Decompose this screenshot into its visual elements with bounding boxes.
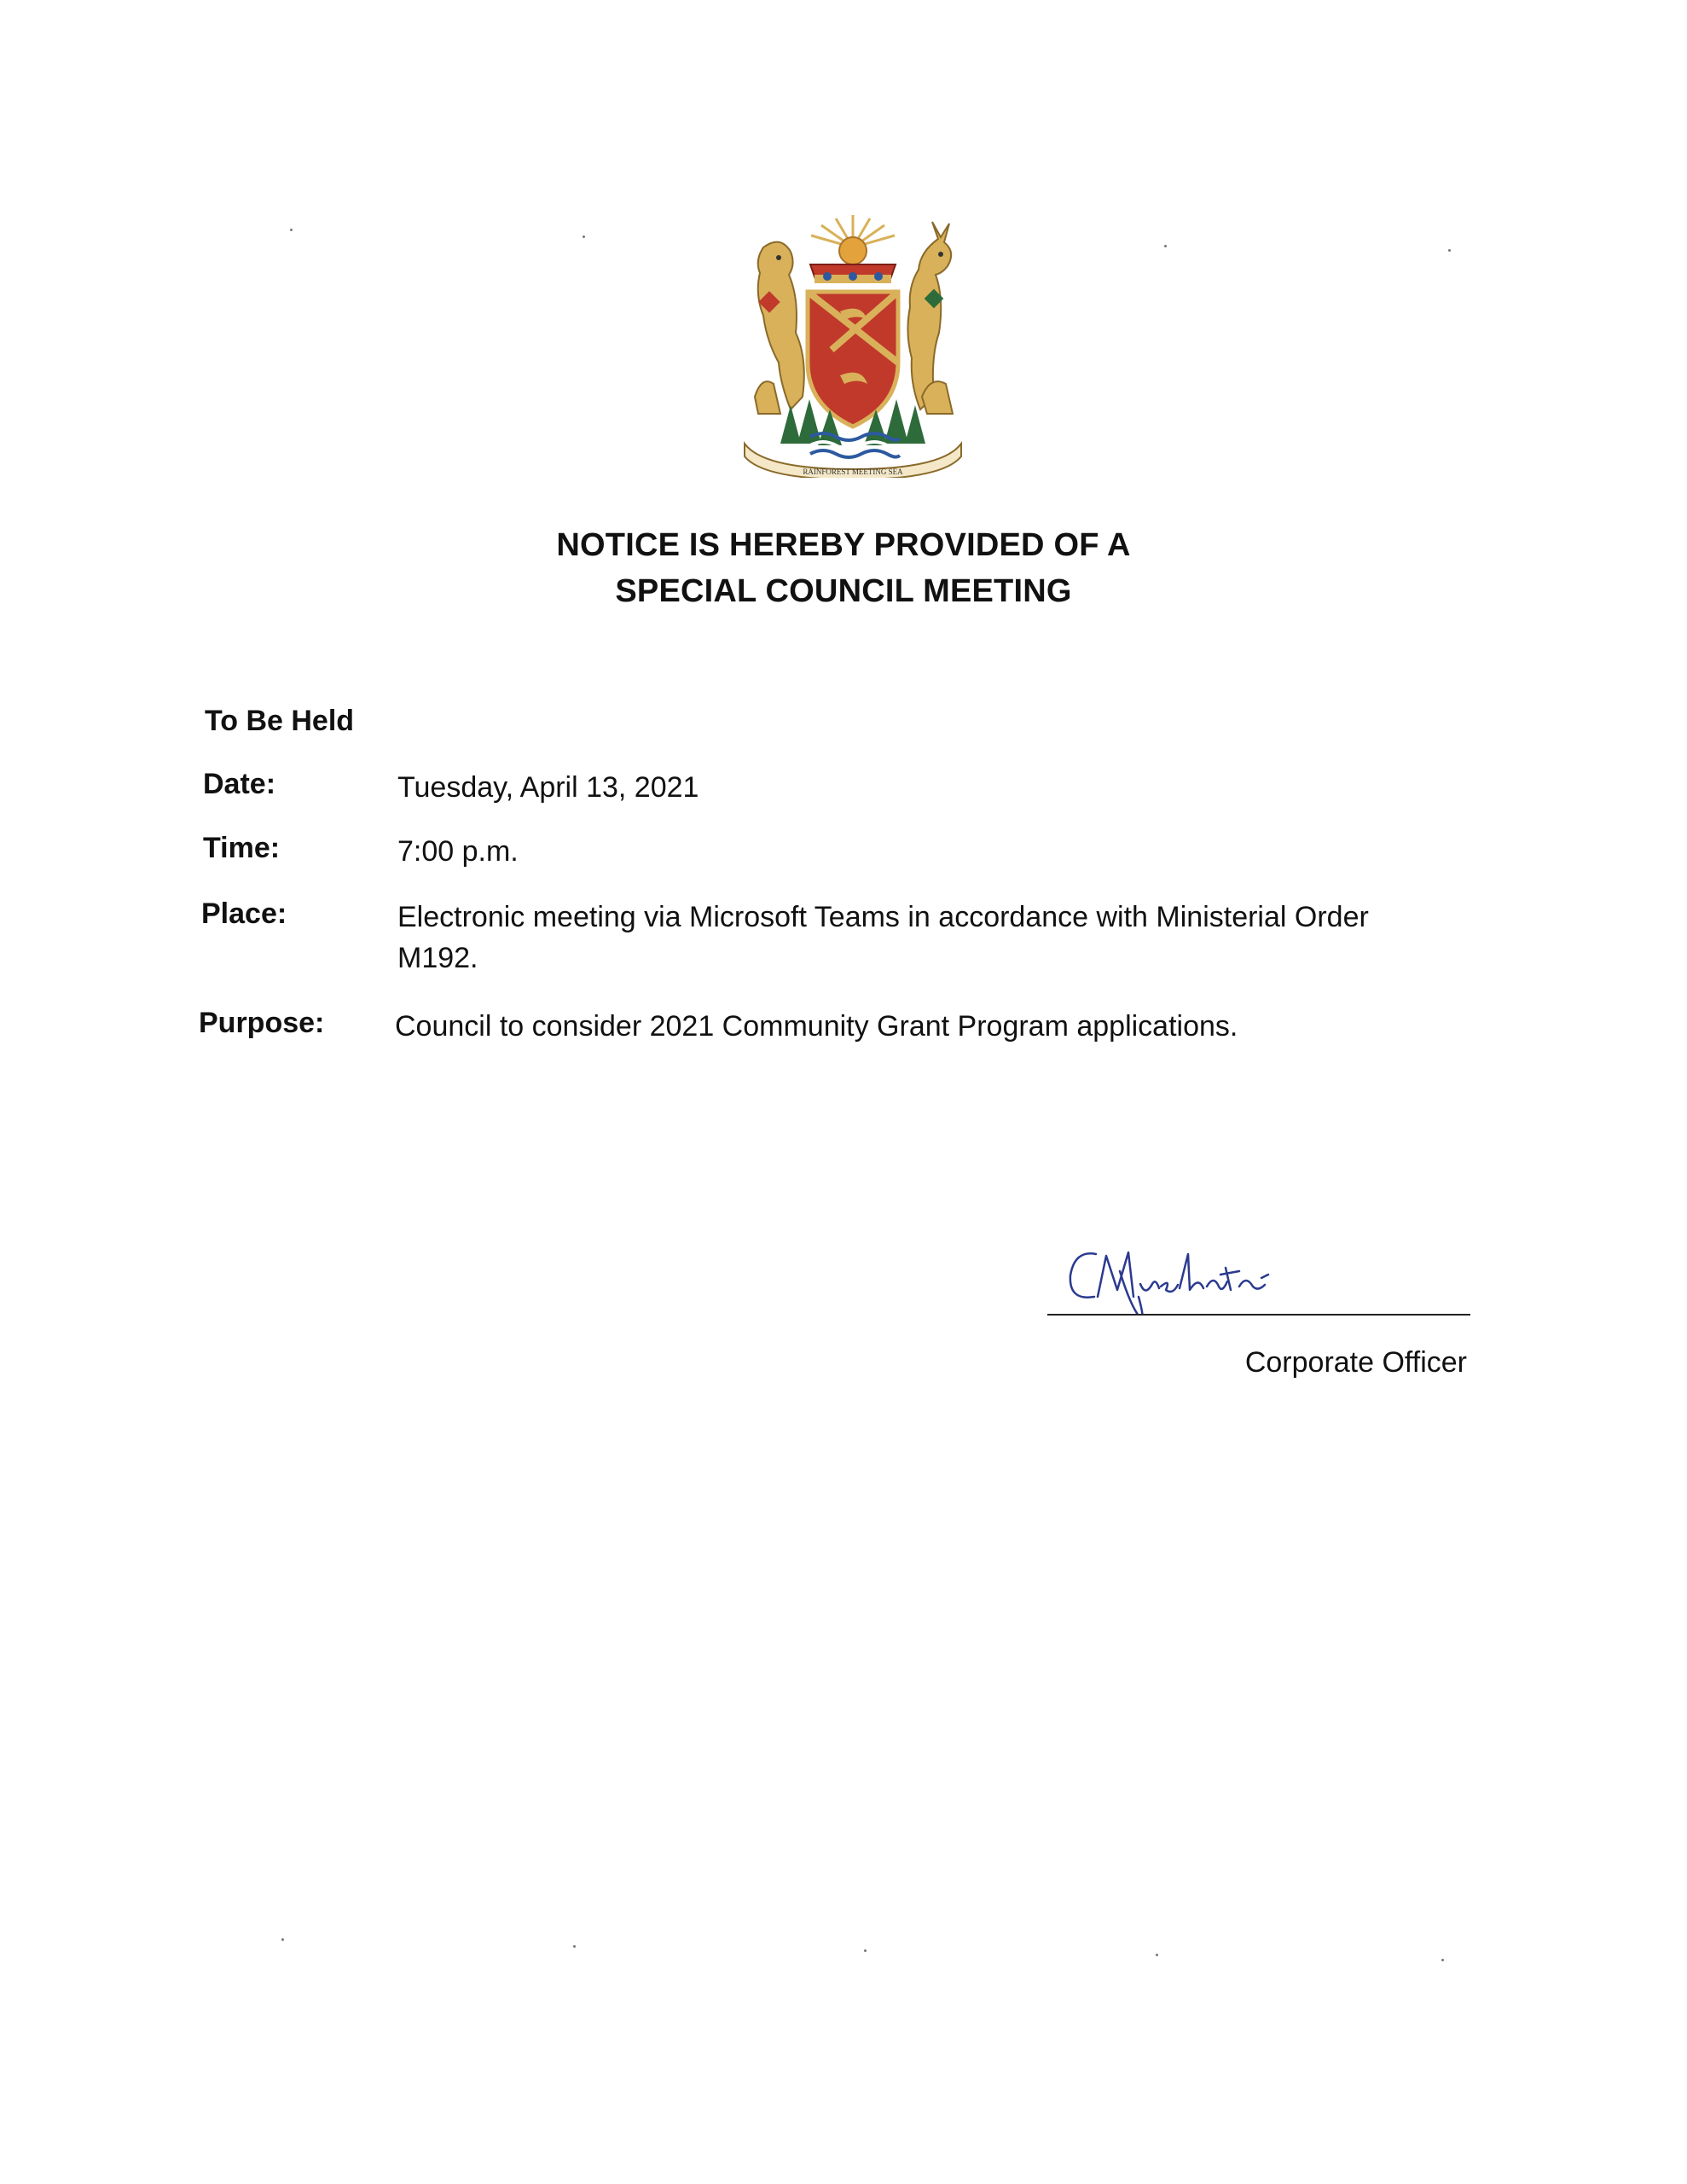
- scan-speck: [864, 1949, 867, 1952]
- time-value: 7:00 p.m.: [397, 835, 519, 868]
- crest-motto: RAINFOREST MEETING SEA: [803, 468, 903, 476]
- scan-speck: [1156, 1954, 1158, 1956]
- coat-of-arms-logo: [729, 213, 977, 478]
- cougar-supporter-icon: [755, 242, 804, 414]
- place-value-line2: M192.: [397, 942, 478, 974]
- notice-title-line2: SPECIAL COUNCIL MEETING: [615, 573, 1072, 609]
- scan-speck: [281, 1938, 284, 1941]
- deer-supporter-icon: [907, 222, 953, 414]
- sun-icon: [839, 237, 867, 264]
- date-label: Date:: [203, 768, 276, 800]
- scan-speck: [1164, 245, 1167, 247]
- place-label: Place:: [201, 897, 287, 930]
- place-value: Electronic meeting via Microsoft Teams in accordance with Ministerial Order: [397, 901, 1369, 933]
- time-label: Time:: [203, 832, 281, 864]
- signature-line: [1047, 1314, 1470, 1316]
- handwritten-signature: [1045, 1237, 1471, 1314]
- scan-speck: [290, 229, 293, 231]
- to-be-held-heading: To Be Held: [205, 705, 355, 737]
- scan-speck: [1441, 1959, 1444, 1961]
- scan-speck: [583, 235, 585, 238]
- scan-speck: [1448, 249, 1451, 252]
- notice-title-line1: NOTICE IS HEREBY PROVIDED OF A: [556, 527, 1131, 563]
- purpose-label: Purpose:: [199, 1007, 325, 1039]
- scan-speck: [573, 1945, 576, 1948]
- signatory-role: Corporate Officer: [1244, 1346, 1467, 1379]
- date-value: Tuesday, April 13, 2021: [397, 771, 699, 804]
- purpose-value: Council to consider 2021 Community Grant Program applications.: [395, 1010, 1238, 1043]
